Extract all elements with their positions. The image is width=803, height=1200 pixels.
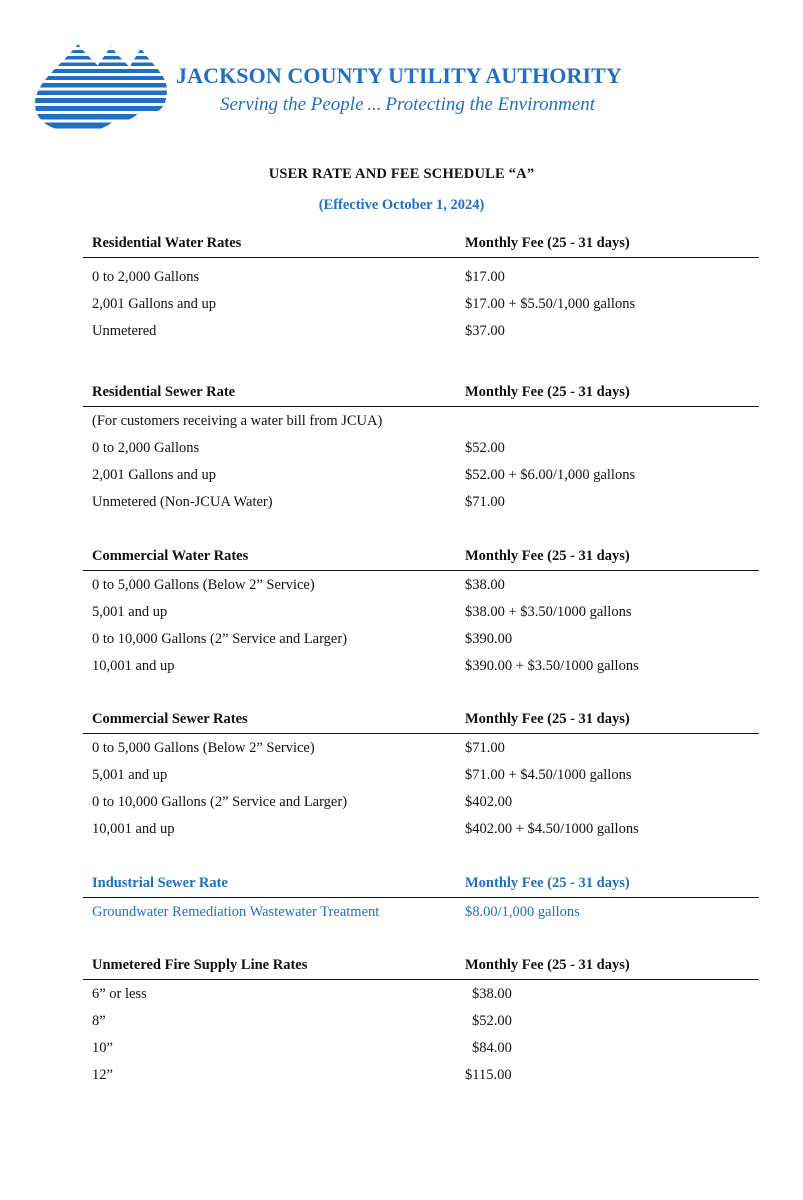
section-header bbox=[83, 230, 759, 258]
rate-row bbox=[83, 652, 759, 679]
rate-row bbox=[83, 488, 759, 515]
rate-row bbox=[83, 625, 759, 652]
rate-fee: $390.00 bbox=[465, 631, 513, 647]
rate-fee: $52.00 bbox=[465, 440, 505, 456]
organization-tagline: Serving the People ... Protecting the Environment bbox=[220, 94, 596, 115]
rate-row bbox=[83, 434, 759, 461]
rate-label: 5,001 and up bbox=[92, 767, 168, 783]
rate-row bbox=[83, 1034, 759, 1061]
section-header bbox=[83, 543, 759, 571]
section-heading: Unmetered Fire Supply Line Rates bbox=[92, 957, 308, 973]
rate-fee: $402.00 bbox=[465, 794, 513, 810]
rate-fee: $38.00 bbox=[472, 986, 512, 1002]
rate-label: 0 to 2,000 Gallons bbox=[92, 269, 200, 285]
effective-date: (Effective October 1, 2024) bbox=[318, 197, 485, 213]
rate-fee: $390.00 + $3.50/1000 gallons bbox=[465, 658, 639, 674]
rate-label: 10,001 and up bbox=[92, 821, 175, 837]
rate-row bbox=[83, 734, 759, 761]
rate-label: 8” bbox=[92, 1013, 106, 1029]
section-header bbox=[83, 706, 759, 734]
residential-water-section bbox=[83, 230, 759, 344]
rate-note: (For customers receiving a water bill from JCUA) bbox=[92, 413, 383, 429]
rate-row bbox=[83, 1007, 759, 1034]
rate-row bbox=[83, 461, 759, 488]
section-heading: Commercial Water Rates bbox=[92, 548, 249, 564]
section-heading: Residential Water Rates bbox=[92, 235, 242, 251]
commercial-water-section bbox=[83, 543, 759, 679]
section-heading: Industrial Sewer Rate bbox=[92, 875, 228, 891]
rate-label: Unmetered bbox=[92, 323, 157, 339]
rate-fee: $115.00 bbox=[465, 1067, 512, 1083]
rate-fee: $71.00 bbox=[465, 740, 505, 756]
rate-row bbox=[83, 815, 759, 842]
section-heading: Residential Sewer Rate bbox=[92, 384, 236, 400]
fee-heading: Monthly Fee (25 - 31 days) bbox=[465, 384, 630, 400]
section-heading: Commercial Sewer Rates bbox=[92, 711, 248, 727]
section-header bbox=[83, 379, 759, 407]
rate-fee: $71.00 bbox=[465, 494, 505, 510]
fee-heading: Monthly Fee (25 - 31 days) bbox=[465, 711, 630, 727]
section-header bbox=[83, 952, 759, 980]
rate-row bbox=[83, 598, 759, 625]
rate-fee: $8.00/1,000 gallons bbox=[465, 904, 580, 920]
rate-row bbox=[83, 788, 759, 815]
rate-row bbox=[83, 761, 759, 788]
rate-label: 6” or less bbox=[92, 986, 147, 1002]
rate-row bbox=[83, 290, 759, 317]
rate-fee: $38.00 bbox=[465, 577, 505, 593]
rate-fee: $38.00 + $3.50/1000 gallons bbox=[465, 604, 632, 620]
rate-label: 0 to 10,000 Gallons (2” Service and Larger) bbox=[92, 631, 348, 647]
rate-row bbox=[83, 317, 759, 344]
residential-sewer-section bbox=[83, 379, 759, 515]
rate-label: 12” bbox=[92, 1067, 113, 1083]
rate-fee: $52.00 + $6.00/1,000 gallons bbox=[465, 467, 636, 483]
fee-heading: Monthly Fee (25 - 31 days) bbox=[465, 957, 630, 973]
rate-label: 2,001 Gallons and up bbox=[92, 467, 217, 483]
rate-label: Unmetered (Non-JCUA Water) bbox=[92, 494, 273, 510]
rate-fee: $17.00 + $5.50/1,000 gallons bbox=[465, 296, 636, 312]
rate-fee: $37.00 bbox=[465, 323, 505, 339]
rate-label: 0 to 5,000 Gallons (Below 2” Service) bbox=[92, 577, 315, 593]
rate-label: 0 to 5,000 Gallons (Below 2” Service) bbox=[92, 740, 315, 756]
industrial-sewer-section bbox=[83, 870, 759, 925]
organization-name: JACKSON COUNTY UTILITY AUTHORITY bbox=[176, 63, 622, 88]
section-header bbox=[83, 870, 759, 898]
rate-row bbox=[83, 263, 759, 290]
rate-row bbox=[83, 898, 759, 925]
rate-label: 0 to 2,000 Gallons bbox=[92, 440, 200, 456]
fire-supply-section bbox=[83, 952, 759, 1088]
rate-label: 10,001 and up bbox=[92, 658, 175, 674]
rate-row bbox=[83, 571, 759, 598]
rate-row bbox=[83, 1061, 759, 1088]
fee-heading: Monthly Fee (25 - 31 days) bbox=[465, 875, 630, 891]
rate-label: 2,001 Gallons and up bbox=[92, 296, 217, 312]
rate-fee: $17.00 bbox=[465, 269, 505, 285]
rate-label: Groundwater Remediation Wastewater Treatment bbox=[92, 904, 380, 920]
schedule-title: USER RATE AND FEE SCHEDULE “A” bbox=[268, 166, 535, 182]
rate-fee: $84.00 bbox=[472, 1040, 512, 1056]
commercial-sewer-section bbox=[83, 706, 759, 842]
rate-fee: $71.00 + $4.50/1000 gallons bbox=[465, 767, 632, 783]
rate-row bbox=[83, 980, 759, 1007]
rate-fee: $402.00 + $4.50/1000 gallons bbox=[465, 821, 639, 837]
rate-label: 10” bbox=[92, 1040, 113, 1056]
fee-heading: Monthly Fee (25 - 31 days) bbox=[465, 548, 630, 564]
rate-label: 5,001 and up bbox=[92, 604, 168, 620]
fee-heading: Monthly Fee (25 - 31 days) bbox=[465, 235, 630, 251]
rate-fee: $52.00 bbox=[472, 1013, 512, 1029]
rate-label: 0 to 10,000 Gallons (2” Service and Larger) bbox=[92, 794, 348, 810]
jcua-logo-icon bbox=[33, 42, 168, 134]
rate-row bbox=[83, 407, 759, 434]
